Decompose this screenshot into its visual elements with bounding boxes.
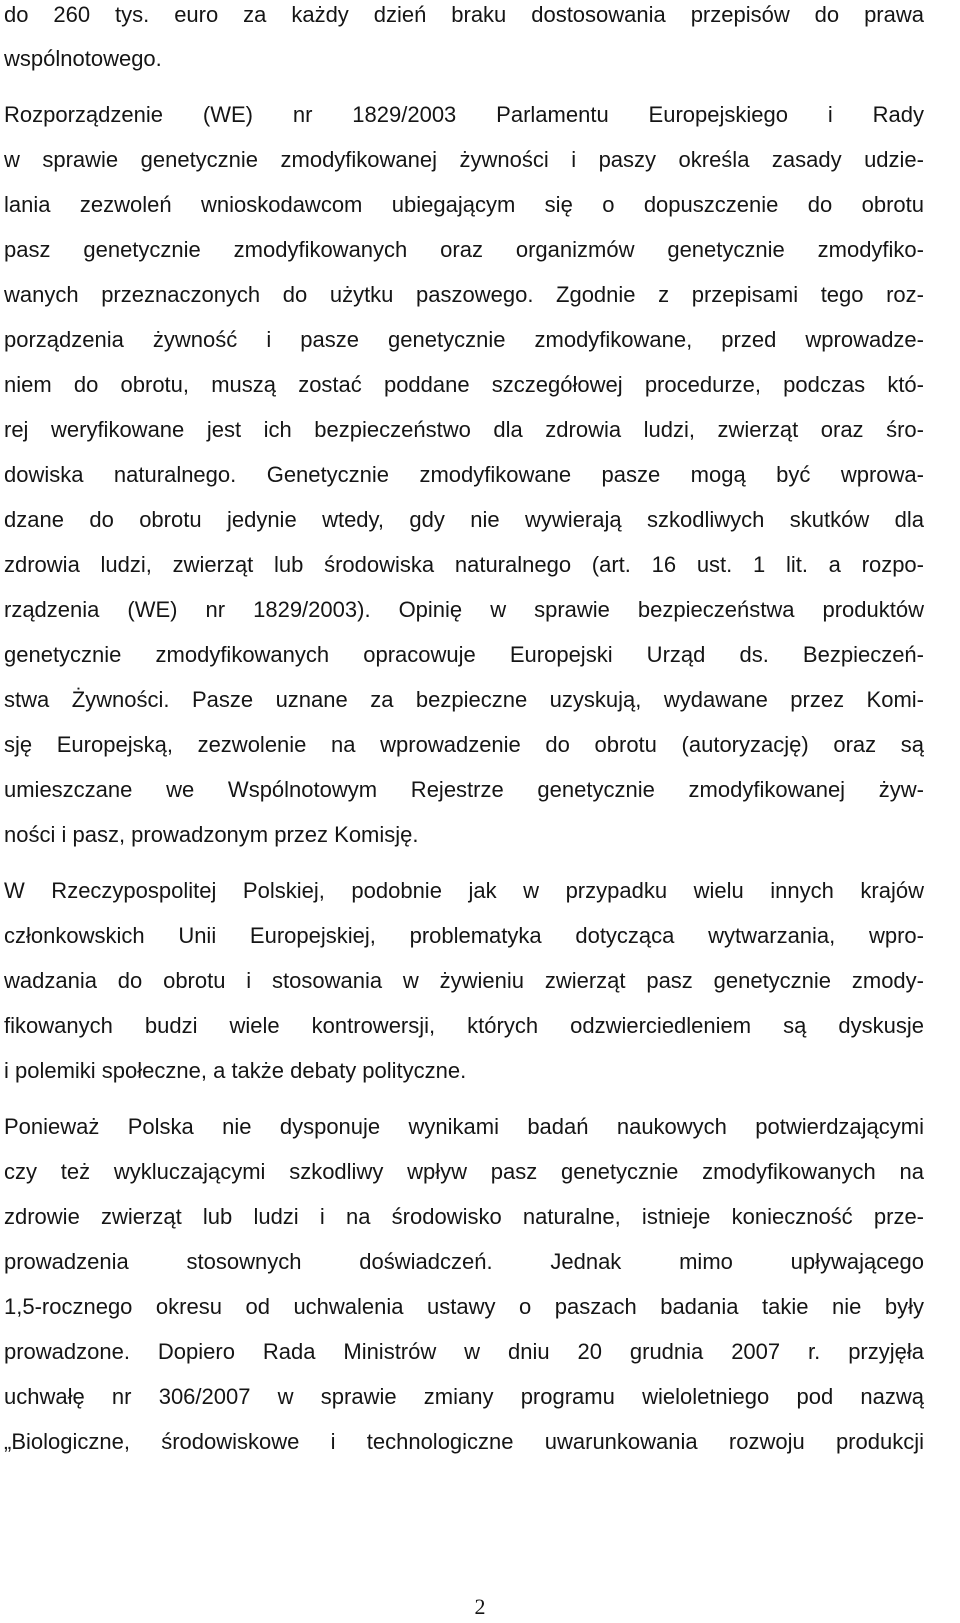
text-line: umieszczane we Wspólnotowym Rejestrze genetycznie zmodyfikowanej żyw-	[4, 777, 924, 802]
text-line: uchwałę nr 306/2007 w sprawie zmiany programu wieloletniego pod nazwą	[4, 1384, 924, 1409]
text-line: wadzania do obrotu i stosowania w żywieniu zwierząt pasz genetycznie zmody-	[4, 968, 924, 993]
page-number: 2	[474, 1594, 486, 1619]
text-line: prowadzone. Dopiero Rada Ministrów w dniu 20 grudnia 2007 r. przyjęła	[4, 1339, 924, 1364]
text-line: 1,5-rocznego okresu od uchwalenia ustawy o paszach badania takie nie były	[4, 1294, 924, 1319]
text-line: porządzenia żywność i pasze genetycznie zmodyfikowane, przed wprowadze-	[4, 327, 924, 352]
text-line: lania zezwoleń wnioskodawcom ubiegającym się o dopuszczenie do obrotu	[4, 192, 924, 217]
text-line: rej weryfikowane jest ich bezpieczeństwo dla zdrowia ludzi, zwierząt oraz śro-	[4, 417, 924, 442]
text-line: członkowskich Unii Europejskiej, problematyka dotycząca wytwarzania, wpro-	[4, 923, 924, 948]
text-line: rządzenia (WE) nr 1829/2003). Opinię w sprawie bezpieczeństwa produktów	[4, 597, 924, 622]
text-line: zdrowia ludzi, zwierząt lub środowiska naturalnego (art. 16 ust. 1 lit. a rozpo-	[4, 552, 924, 577]
text-line: zdrowie zwierząt lub ludzi i na środowisko naturalne, istnieje konieczność prze-	[4, 1204, 924, 1229]
text-line: genetycznie zmodyfikowanych opracowuje Europejski Urząd ds. Bezpieczeń-	[4, 642, 924, 667]
text-line: prowadzenia stosownych doświadczeń. Jednak mimo upływającego	[4, 1249, 924, 1274]
text-line: do 260 tys. euro za każdy dzień braku dostosowania przepisów do prawa	[4, 2, 924, 27]
text-line: „Biologiczne, środowiskowe i technologiczne uwarunkowania rozwoju produkcji	[4, 1429, 924, 1454]
text-line: ności i pasz, prowadzonym przez Komisję.	[4, 822, 419, 847]
text-line: dowiska naturalnego. Genetycznie zmodyfikowane pasze mogą być wprowa-	[4, 462, 924, 487]
text-line: Ponieważ Polska nie dysponuje wynikami badań naukowych potwierdzającymi	[4, 1114, 924, 1139]
text-line: i polemiki społeczne, a także debaty polityczne.	[4, 1058, 467, 1083]
text-line: sję Europejską, zezwolenie na wprowadzenie do obrotu (autoryzację) oraz są	[4, 732, 924, 757]
text-line: wanych przeznaczonych do użytku paszowego. Zgodnie z przepisami tego roz-	[4, 282, 924, 307]
text-line: stwa Żywności. Pasze uznane za bezpieczne uzyskują, wydawane przez Komi-	[4, 687, 924, 712]
text-line: pasz genetycznie zmodyfikowanych oraz organizmów genetycznie zmodyfiko-	[4, 237, 924, 262]
text-line: fikowanych budzi wiele kontrowersji, których odzwierciedleniem są dyskusje	[4, 1013, 924, 1038]
text-line: czy też wykluczającymi szkodliwy wpływ pasz genetycznie zmodyfikowanych na	[4, 1159, 924, 1184]
text-line: W Rzeczypospolitej Polskiej, podobnie jak w przypadku wielu innych krajów	[4, 878, 924, 903]
text-line: w sprawie genetycznie zmodyfikowanej żywności i paszy określa zasady udzie-	[4, 147, 924, 172]
text-line: niem do obrotu, muszą zostać poddane szczegółowej procedurze, podczas któ-	[4, 372, 924, 397]
text-line: dzane do obrotu jedynie wtedy, gdy nie wywierają szkodliwych skutków dla	[4, 507, 924, 532]
text-line: wspólnotowego.	[4, 46, 162, 71]
text-line: Rozporządzenie (WE) nr 1829/2003 Parlamentu Europejskiego i Rady	[4, 102, 924, 127]
